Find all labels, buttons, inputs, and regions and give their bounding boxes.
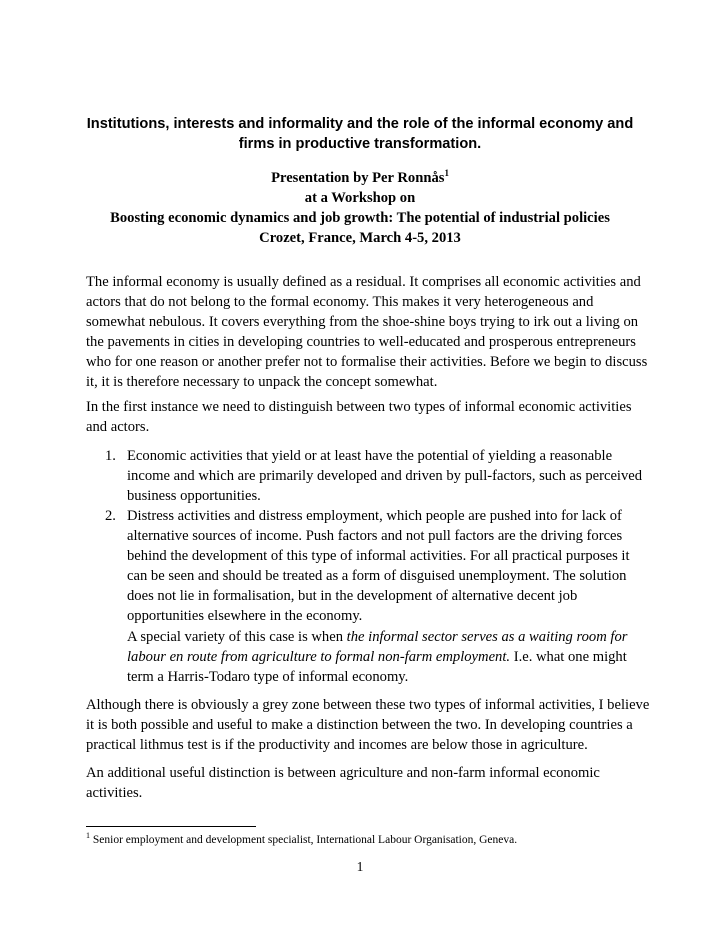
- text-line: activities.: [86, 785, 143, 801]
- workshop-line: at a Workshop on: [304, 190, 416, 206]
- text-line: and actors.: [86, 419, 150, 435]
- text-line: [127, 647, 647, 667]
- list-number: 1.: [105, 448, 116, 464]
- text-line: practical lithmus test is if the productivity and incomes are below those in agriculture.: [86, 737, 588, 753]
- footnote-reference[interactable]: 1: [444, 168, 449, 179]
- text-line: alternative sources of income. Push factors and not pull factors are the driving forces: [127, 528, 623, 544]
- footnote-text: Senior employment and development specialist, International Labour Organisation, Geneva.: [90, 834, 518, 846]
- presenter-line: [70, 168, 650, 188]
- text-line: The informal economy is usually defined as a residual. It comprises all economic activities and: [86, 274, 641, 290]
- text-line: opportunities elsewhere in the economy.: [127, 608, 363, 624]
- presenter: Presentation by Per Ronnås: [271, 170, 445, 186]
- text-line: who for one reason or another prefer not to formalise their activities. Before we begin to discuss: [86, 354, 648, 370]
- page-number: 1: [356, 859, 364, 874]
- text-line: income and which are primarily developed and driven by pull-factors, such as perceived: [127, 468, 643, 484]
- text-line: business opportunities.: [127, 488, 261, 504]
- text-line: An additional useful distinction is between agriculture and non-farm informal economic: [86, 765, 600, 781]
- text-line: it is both possible and useful to make a distinction between the two. In developing countries a: [86, 717, 633, 733]
- emphasis: labour en route from agriculture to formal non-farm employment.: [127, 649, 511, 665]
- emphasis: the informal sector serves as a waiting room for: [346, 629, 628, 645]
- text-line: Distress activities and distress employment, which people are pushed into for lack of: [127, 508, 622, 524]
- text-line: Economic activities that yield or at least have the potential of yielding a reasonable: [127, 448, 613, 464]
- text-line: In the first instance we need to distinguish between two types of informal economic activities: [86, 399, 632, 415]
- paragraph: [86, 272, 648, 392]
- title-line: Institutions, interests and informality and the role of the informal economy and: [86, 116, 634, 132]
- text-line: it, it is therefore necessary to unpack the concept somewhat.: [86, 374, 438, 390]
- text-line: actors that do not belong to the formal economy. This makes it very heterogeneous and: [86, 294, 594, 310]
- list-item-text: [127, 446, 642, 506]
- text-line: does not lie in formalisation, but in the development of alternative decent job: [127, 588, 578, 604]
- special-case-paragraph: [127, 627, 647, 687]
- text-run: A special variety of this case is when: [127, 629, 347, 645]
- text-run: I.e. what one might: [510, 649, 627, 665]
- footnote-separator: [86, 826, 256, 827]
- title-line: firms in productive transformation.: [238, 136, 482, 152]
- footnote-marker: 1: [86, 831, 90, 841]
- workshop-theme: Boosting economic dynamics and job growth: The potential of industrial policies: [110, 210, 610, 226]
- text-line: the pavements in cities in developing countries to well-educated and prosperous entrepreneurs: [86, 334, 636, 350]
- text-line: term a Harris-Todaro type of informal economy.: [127, 669, 409, 685]
- paragraph: [86, 695, 650, 755]
- footnote: [86, 832, 517, 848]
- text-line: can be seen and should be treated as a form of disguised unemployment. The solution: [127, 568, 627, 584]
- text-line: [127, 627, 647, 647]
- text-line: behind the development of this type of informal activities. For all practical purposes it: [127, 548, 630, 564]
- document-title: [80, 114, 640, 154]
- place-date: Crozet, France, March 4-5, 2013: [259, 230, 461, 246]
- paragraph: [86, 397, 638, 437]
- text-line: somewhat nebulous. It covers everything from the shoe-shine boys trying to irk out a living on: [86, 314, 639, 330]
- presentation-header: [70, 168, 650, 248]
- paragraph: [86, 763, 638, 803]
- text-line: Although there is obviously a grey zone between these two types of informal activities, I believe: [86, 697, 650, 713]
- list-number: 2.: [105, 508, 116, 524]
- list-item-text: [127, 506, 630, 626]
